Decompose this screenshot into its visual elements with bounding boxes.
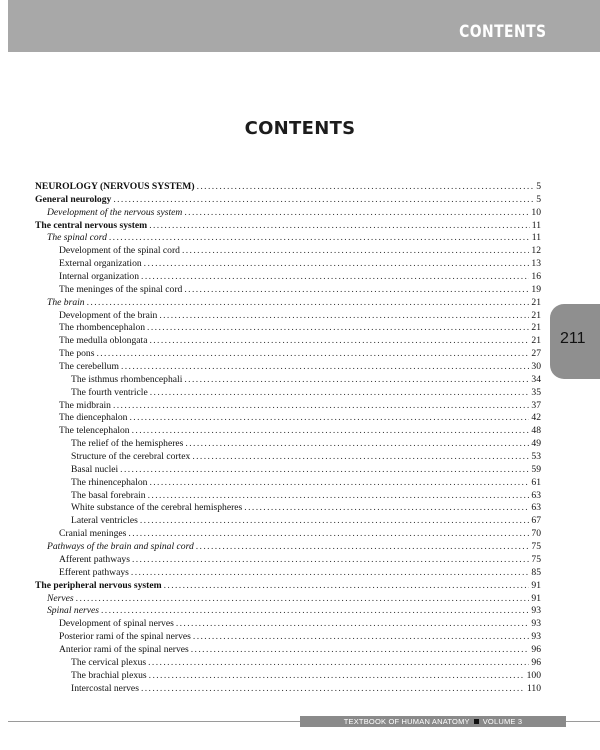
toc-entry-page: 91	[531, 579, 541, 591]
toc-entry-label: Spinal nerves	[47, 605, 99, 617]
toc-entry	[35, 657, 541, 670]
dot-leader	[193, 631, 530, 644]
toc-entry-page: 21	[531, 309, 541, 321]
dot-leader	[76, 593, 530, 606]
toc-entry-page: 49	[531, 438, 541, 450]
toc-entry-label: Basal nuclei	[71, 463, 119, 475]
toc-entry-label: Structure of the cerebral cortex	[71, 451, 191, 463]
dot-leader	[109, 232, 530, 245]
toc-entry-label: Nerves	[47, 592, 74, 604]
toc-entry-label: The spinal cord	[47, 232, 107, 244]
toc-entry	[35, 412, 541, 425]
toc-entry-label: The medulla oblongata	[59, 335, 148, 347]
toc-entry	[35, 284, 541, 297]
toc-entry-label: The midbrain	[59, 399, 111, 411]
toc-entry-label: Anterior rami of the spinal nerves	[59, 643, 189, 655]
dot-leader	[150, 387, 530, 400]
header-title: CONTENTS	[458, 22, 546, 42]
toc-entry-label: Posterior rami of the spinal nerves	[59, 631, 191, 643]
toc-entry-label: The diencephalon	[59, 412, 128, 424]
toc-entry-page: 70	[531, 528, 541, 540]
toc-entry	[35, 181, 541, 194]
toc-entry-page: 53	[531, 451, 541, 463]
toc-entry-label: Lateral ventricles	[71, 515, 138, 527]
toc-entry-page: 67	[531, 515, 541, 527]
toc-entry	[35, 400, 541, 413]
toc-entry-page: 75	[531, 553, 541, 565]
toc-entry	[35, 232, 541, 245]
toc-entry	[35, 477, 541, 490]
dot-leader	[244, 502, 529, 515]
toc-entry	[35, 245, 541, 258]
toc-entry-label: The relief of the hemispheres	[71, 438, 184, 450]
toc-entry-page: 93	[531, 631, 541, 643]
dot-leader	[121, 361, 529, 374]
toc-entry-label: Development of the nervous system	[47, 206, 183, 218]
toc-entry	[35, 361, 541, 374]
toc-entry-label: The cerebellum	[59, 361, 119, 373]
toc-entry	[35, 464, 541, 477]
dot-leader	[149, 220, 530, 233]
toc-entry-page: 10	[531, 206, 541, 218]
toc-entry-page: 21	[531, 335, 541, 347]
toc-entry-page: 11	[531, 232, 541, 244]
dot-leader	[141, 271, 529, 284]
toc-entry-page: 93	[531, 605, 541, 617]
dot-leader	[164, 580, 530, 593]
dot-leader	[141, 683, 525, 696]
dot-leader	[149, 670, 525, 683]
toc-entry	[35, 438, 541, 451]
toc-entry-label: The brachial plexus	[71, 669, 147, 681]
toc-entry-label: Development of the spinal cord	[59, 245, 180, 257]
toc-entry-label: Development of spinal nerves	[59, 618, 174, 630]
toc-entry-label: NEUROLOGY (NERVOUS SYSTEM)	[35, 181, 195, 192]
dot-leader	[131, 567, 530, 580]
dot-leader	[191, 644, 530, 657]
toc-entry-page: 42	[531, 412, 541, 424]
toc-entry	[35, 194, 541, 207]
toc-entry-label: General neurology	[35, 193, 112, 205]
toc-entry-label: Internal organization	[59, 271, 140, 283]
toc-entry-label: The isthmus rhombencephali	[71, 373, 183, 385]
toc-entry-page: 61	[531, 476, 541, 488]
toc-entry-label: The central nervous system	[35, 219, 148, 231]
dot-leader	[132, 554, 529, 567]
toc-entry	[35, 335, 541, 348]
dot-leader	[149, 477, 529, 490]
toc-entry-label: White substance of the cerebral hemispheres	[71, 502, 243, 514]
toc-entry-label: The fourth ventricle	[71, 386, 148, 398]
toc-entry	[35, 258, 541, 271]
dot-leader	[184, 207, 529, 220]
dot-leader	[120, 464, 529, 477]
toc-entry-label: The rhombencephalon	[59, 322, 146, 334]
toc-entry-page: 63	[531, 502, 541, 514]
dot-leader	[192, 451, 529, 464]
page-number-tab	[550, 304, 600, 379]
dot-leader	[184, 284, 529, 297]
toc-entry	[35, 631, 541, 644]
dot-leader	[147, 322, 529, 335]
toc-entry	[35, 670, 541, 683]
toc-entry-page: 5	[536, 193, 541, 205]
dot-leader	[197, 181, 535, 194]
toc-entry-page: 93	[531, 618, 541, 630]
dot-leader	[149, 335, 529, 348]
dot-leader	[185, 438, 529, 451]
page-number: 211	[560, 330, 586, 347]
toc-entry-page: 11	[531, 219, 541, 231]
toc-entry	[35, 348, 541, 361]
toc-entry	[35, 310, 541, 323]
toc-entry-page: 5	[536, 181, 541, 192]
toc-entry-page: 110	[526, 682, 541, 694]
toc-entry	[35, 502, 541, 515]
toc-entry-label: Cranial meninges	[59, 528, 127, 540]
toc-entry	[35, 297, 541, 310]
toc-entry-label: External organization	[59, 258, 142, 270]
toc-entry-label: The brain	[47, 296, 85, 308]
toc-entry	[35, 451, 541, 464]
toc-entry-label: The rhinencephalon	[71, 476, 148, 488]
toc-entry-label: The cervical plexus	[71, 656, 147, 668]
dot-leader	[176, 618, 530, 631]
dot-leader	[113, 400, 529, 413]
toc-entry-page: 21	[531, 296, 541, 308]
header-bar	[8, 0, 600, 52]
dot-leader	[129, 412, 529, 425]
dot-leader	[184, 374, 529, 387]
toc-entry-page: 21	[531, 322, 541, 334]
dot-leader	[113, 194, 534, 207]
toc-entry-page: 34	[531, 373, 541, 385]
toc-entry	[35, 567, 541, 580]
toc-entry	[35, 271, 541, 284]
toc-entry-label: Intercostal nerves	[71, 682, 139, 694]
toc-entry	[35, 541, 541, 554]
toc-entry	[35, 374, 541, 387]
dot-leader	[159, 310, 529, 323]
toc-entry-page: 91	[531, 592, 541, 604]
dot-leader	[148, 490, 530, 503]
toc-entry-page: 100	[526, 669, 541, 681]
footer-bar	[300, 716, 566, 727]
square-bullet-icon	[474, 719, 479, 724]
toc-entry-page: 30	[531, 361, 541, 373]
dot-leader	[140, 515, 530, 528]
dot-leader	[148, 657, 529, 670]
dot-leader	[87, 297, 530, 310]
toc-entry-label: Efferent pathways	[59, 566, 129, 578]
toc-entry	[35, 322, 541, 335]
dot-leader	[182, 245, 529, 258]
dot-leader	[144, 258, 530, 271]
toc-entry-page: 96	[531, 643, 541, 655]
toc-entry	[35, 528, 541, 541]
dot-leader	[96, 348, 529, 361]
toc-entry	[35, 644, 541, 657]
toc-entry-page: 75	[531, 541, 541, 553]
toc-entry-page: 19	[531, 283, 541, 295]
toc-entry-label: The telencephalon	[59, 425, 130, 437]
dot-leader	[101, 605, 529, 618]
toc-entry	[35, 554, 541, 567]
toc-entry-page: 59	[531, 463, 541, 475]
toc-entry-page: 96	[531, 656, 541, 668]
toc-entry-page: 37	[531, 399, 541, 411]
dot-leader	[132, 425, 530, 438]
toc-entry	[35, 683, 541, 696]
toc-entry-label: Pathways of the brain and spinal cord	[47, 541, 194, 553]
toc-entry	[35, 490, 541, 503]
toc-entry	[35, 220, 541, 233]
toc-entry	[35, 580, 541, 593]
page-title: CONTENTS	[244, 118, 356, 139]
toc-entry-page: 27	[531, 348, 541, 360]
toc-entry-page: 63	[531, 489, 541, 501]
toc-entry	[35, 618, 541, 631]
toc-entry-page: 16	[531, 271, 541, 283]
toc-entry-page: 48	[531, 425, 541, 437]
toc-entry-page: 35	[531, 386, 541, 398]
toc-entry	[35, 425, 541, 438]
toc-entry	[35, 515, 541, 528]
toc-entry-page: 85	[531, 566, 541, 578]
table-of-contents	[35, 181, 541, 695]
toc-entry	[35, 207, 541, 220]
toc-entry	[35, 387, 541, 400]
toc-entry-label: The basal forebrain	[71, 489, 146, 501]
dot-leader	[128, 528, 529, 541]
toc-entry	[35, 593, 541, 606]
toc-entry-label: The peripheral nervous system	[35, 579, 162, 591]
toc-entry-page: 12	[531, 245, 541, 257]
toc-entry-page: 13	[531, 258, 541, 270]
toc-entry-label: Afferent pathways	[59, 553, 130, 565]
footer-book-title: TEXTBOOK OF HUMAN ANATOMY	[343, 717, 470, 726]
footer-volume: VOLUME 3	[482, 717, 523, 726]
toc-entry-label: The pons	[59, 348, 95, 360]
toc-entry-label: The meninges of the spinal cord	[59, 283, 183, 295]
dot-leader	[196, 541, 530, 554]
toc-entry	[35, 605, 541, 618]
toc-entry-label: Development of the brain	[59, 309, 158, 321]
